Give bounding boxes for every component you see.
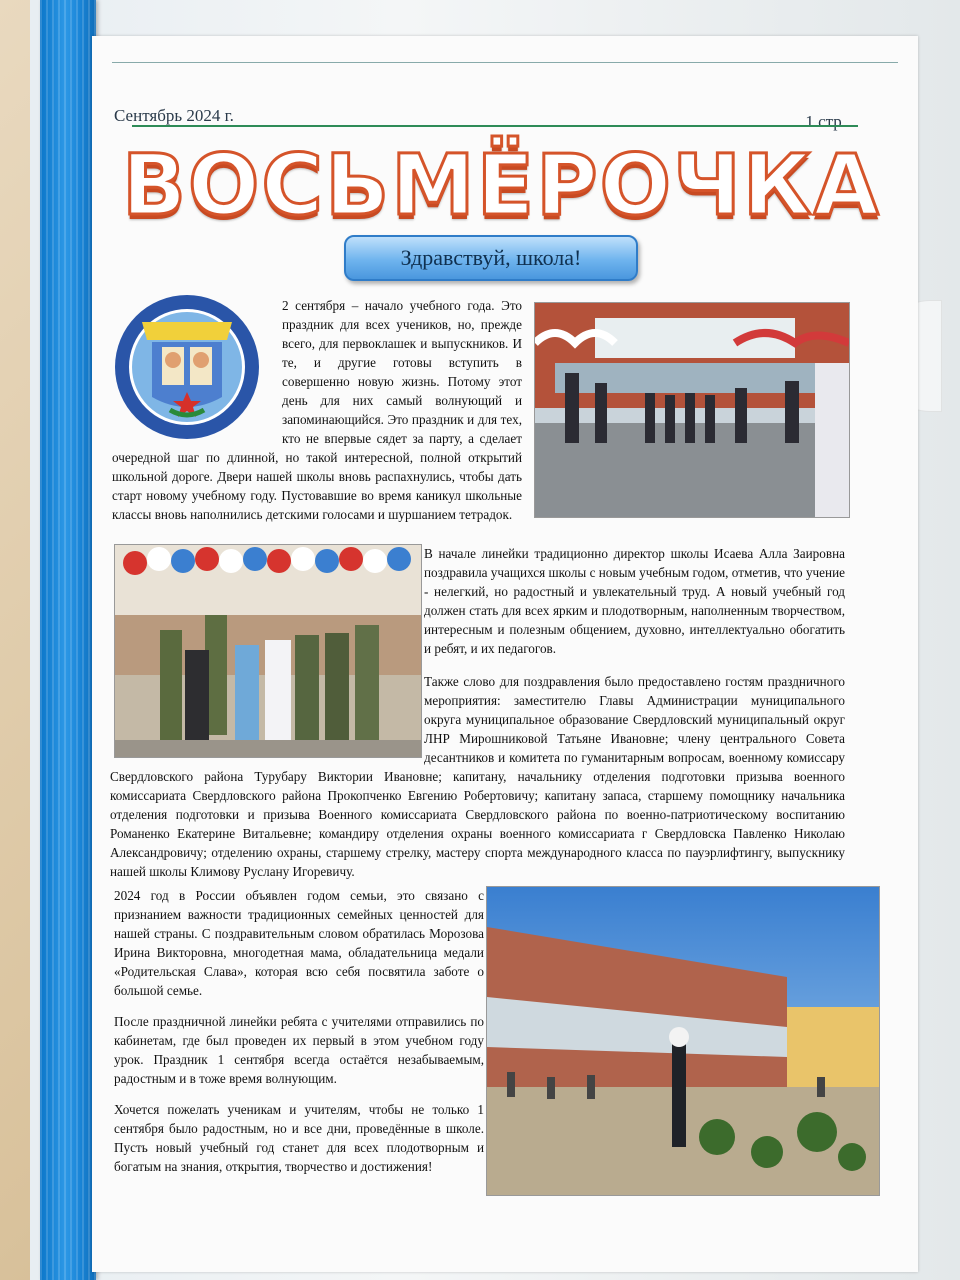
photo-schoolyard	[486, 886, 880, 1196]
photo-guests	[114, 544, 422, 758]
school-emblem	[112, 292, 272, 442]
paragraph-wishes: Хочется пожелать ученикам и учителям, чтобы не только 1 сентября было радостным, но и все дни, проведённые в школе. Пусть новый учебный год станет для всех плодотворным и богатым на знания, открытия, творчество и достижения!	[114, 1102, 484, 1174]
photo-school-ceremony	[534, 302, 850, 518]
paragraph-director: В начале линейки традиционно директор школы Исаева Алла Заировна поздравила учащихся школы с новым учебным годом, отметив, что учение - нелегкий, но радостный и увлекательный труд. А новый учебный год должен стать для всех ярким и плодотворным, наполненным творчеством, интересным и полезным общением, духовно, интеллектуально обогатить и ребят, и их педагогов.	[424, 546, 845, 656]
paragraph-guests: Также слово для поздравления было предоставлено гостям праздничного мероприятия: заместителю Главы Администрации муниципального округа муниципальное образование Свердловский муниципальный округ ЛНР Мирошниковой Татьяне Ивановне; члену центрального Совета десантников и комитета по гуманитарным вопросам, военному комиссару Свердловского района Турубару Виктории Ивановне; капитану, начальнику отделения подготовки призыва военного комиссариата Свердловского района Прокопченко Евгению Робертовичу; капитану запаса, старшему помощнику начальника отделения подготовки и призыва Военного комиссариата Свердловского района по военно-патриотическому воспитанию Романенко Екатерине Витальевне; командиру отделения охраны военного комиссариата г Свердловска Павленко Николаю Александровичу; отделению охраны, старшему стрелку, мастеру спорта международного класса по пауэрлифтингу, выпускнику нашей школы Климову Руслану Игоревичу.	[110, 674, 845, 879]
issue-date: Сентябрь 2024 г.	[114, 106, 234, 125]
article-intro-block	[112, 296, 522, 524]
headline-banner: Здравствуй, школа!	[344, 235, 638, 281]
binder-spine	[40, 0, 96, 1280]
paragraph-family-year: 2024 год в России объявлен годом семьи, это связано с признанием важности традиционных семейных ценностей для нашей страны. С поздравительным словом обратилась Морозова Ирина Викторовна, многодетная мама, обладательница медали «Родительская Слава», которая всю себя посвятила заботе о большой семье.	[114, 888, 484, 998]
paragraph-first-lesson: После праздничной линейки ребята с учителями отправились по кабинетам, где был проведен их первый в этом учебном году урок. Праздник 1 сентября всегда остаётся незабываемым, радостным и в тоже время волнующим.	[114, 1014, 484, 1086]
top-rule	[112, 62, 898, 63]
newspaper-title: ВОСЬМЁРОЧКА	[122, 136, 881, 234]
newspaper-page	[92, 36, 918, 1272]
article-closing-block	[114, 886, 484, 1188]
header-rule	[132, 125, 858, 127]
page-number: 1 стр.	[805, 112, 846, 131]
paragraph-intro: 2 сентября – начало учебного года. Это праздник для всех учеников, но, прежде всего, для первоклашек и выпускников. И те, и другие готовы вступить в совершенно новую жизнь. Потому этот день для них самый волнующий и запоминающийся. Это праздник и для тех, кто не впервые сядет за парту, а сделает очередной шаг по длинной, но такой интересной, полной открытий школьной дороге. Двери нашей школы вновь распахнулись, чтобы дать старт новому учебному году. Пустовавшие во время каникул школьные классы вновь наполнились детскими голосами и шуршанием тетрадок.	[112, 298, 522, 522]
